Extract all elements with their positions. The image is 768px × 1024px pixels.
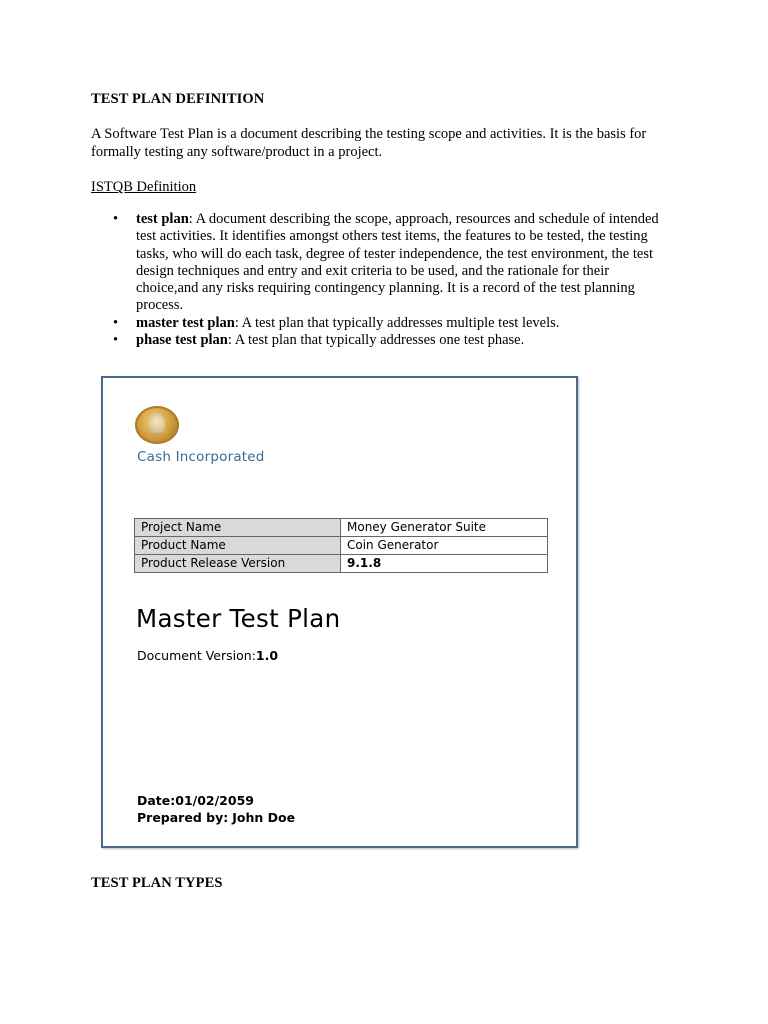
list-item	[91, 211, 671, 315]
coin-logo-icon	[135, 406, 179, 444]
bullet-icon: •	[113, 211, 119, 227]
table-row	[135, 537, 548, 555]
prepared-label: Prepared by:	[137, 810, 229, 825]
doc-version-value: 1.0	[255, 648, 279, 663]
project-info-table	[134, 518, 548, 573]
date-label: Date:	[137, 793, 176, 808]
term: phase test plan	[136, 332, 228, 349]
heading-test-plan-types: TEST PLAN TYPES	[91, 875, 223, 891]
list-item	[91, 315, 671, 332]
bullet-icon: •	[113, 332, 119, 349]
term: master test plan	[136, 314, 235, 331]
istqb-definition-link[interactable]: ISTQB Definition	[91, 179, 197, 195]
list-item	[91, 332, 671, 349]
definition-list	[91, 211, 671, 349]
prepared-by	[137, 810, 295, 825]
master-test-plan-cover-image	[101, 376, 578, 848]
bullet-icon: •	[113, 314, 119, 331]
table-row	[135, 555, 548, 573]
company-name: Cash Incorporated	[137, 449, 265, 465]
prepared-value: John Doe	[232, 810, 296, 825]
date-value: 01/02/2059	[175, 793, 254, 808]
row-label: Project Name	[135, 519, 341, 537]
definition-text: : A test plan that typically addresses multiple test levels.	[234, 314, 560, 331]
term: test plan	[136, 211, 189, 227]
definition-text: : A document describing the scope, approach, resources and schedule of intended test activities. It identifies amongst others test items, the features to be tested, the testing tasks, who will do each task, degree of tester independence, the test environment, the test design techniques and entry and exit criteria to be used, and the rationale for their choice,and any risks requiring contingency planning. It is a record of the test planning process.	[136, 211, 659, 314]
row-label: Product Name	[135, 537, 341, 555]
heading-test-plan-definition: TEST PLAN DEFINITION	[91, 91, 265, 107]
document-title: Master Test Plan	[136, 604, 341, 633]
row-label: Product Release Version	[135, 555, 341, 573]
row-value: Coin Generator	[341, 537, 548, 555]
document-date	[137, 793, 254, 808]
table-row	[135, 519, 548, 537]
row-value: 9.1.8	[341, 555, 548, 573]
intro-paragraph: A Software Test Plan is a document describing the testing scope and activities. It is the basis for formally testing any software/product in a project.	[91, 126, 647, 160]
definition-text: : A test plan that typically addresses one test phase.	[227, 332, 525, 349]
doc-version-label: Document Version:	[137, 648, 256, 663]
document-version	[137, 648, 278, 663]
row-value: Money Generator Suite	[341, 519, 548, 537]
